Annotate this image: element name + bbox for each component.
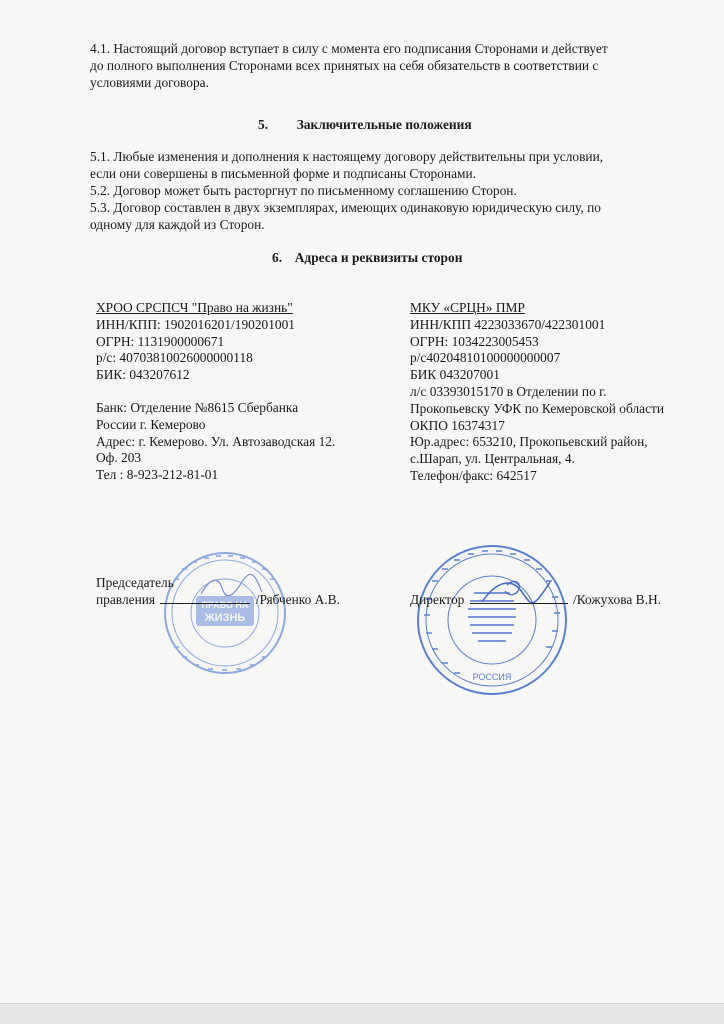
clause-4-1-line-1: 4.1. Настоящий договор вступает в силу с момента его подписания Сторонами и действует (90, 41, 608, 56)
right-signature-block (410, 591, 661, 608)
party-right-okpo: ОКПО 16374317 (410, 417, 505, 433)
clause-5-2: 5.2. Договор может быть расторгнут по письменному соглашению Сторон. (90, 183, 517, 198)
party-left-phone: Тел : 8-923-212-81-01 (96, 467, 219, 483)
party-right-phone: Телефон/факс: 642517 (410, 467, 537, 483)
clause-5-1-line-2: если они совершены в письменной форме и подписаны Сторонами. (90, 166, 477, 181)
party-left-inn: ИНН/КПП: 1902016201/190201001 (96, 316, 296, 332)
right-signer-role: Директор (410, 592, 465, 607)
right-signature-line (470, 603, 568, 604)
party-right-account: р/с40204810100000000007 (410, 350, 561, 366)
party-right-inn: ИНН/КПП 4223033670/422301001 (410, 316, 606, 332)
party-left-address-line-1: Адрес: г. Кемерово. Ул. Автозаводская 12. (96, 433, 336, 449)
right-signer-name: /Кожухова В.Н. (573, 592, 661, 607)
party-left-requisites (96, 300, 386, 484)
left-organization-seal (160, 548, 290, 678)
party-right-ogrn: ОГРН: 1034223005453 (410, 333, 539, 349)
section-5-heading (258, 117, 472, 133)
section-6-title: Адреса и реквизиты сторон (294, 250, 463, 265)
chairman-handwritten-signature (196, 572, 266, 602)
clause-5-3-line-1: 5.3. Договор составлен в двух экземплярах, имеющих одинаковую юридическую силу, по (90, 200, 601, 215)
section-5-title: Заключительные положения (296, 117, 472, 132)
svg-text:ЖИЗНЬ: ЖИЗНЬ (204, 612, 246, 624)
party-right-requisites (410, 300, 710, 485)
party-left-ogrn: ОГРН: 1131900000671 (96, 333, 225, 349)
party-left-name: ХРОО СРСПСЧ "Право на жизнь" (96, 300, 293, 315)
left-signer-role-line-2: правления (96, 592, 156, 607)
clause-4-1-line-2: до полного выполнения Сторонами всех принятых на себя обязательств в соответствии с (90, 58, 599, 73)
clause-4-1-line-3: условиями договора. (90, 75, 209, 90)
section-5-clauses (90, 148, 670, 233)
right-organization-seal (412, 540, 572, 700)
party-right-legal-line-2: с.Шарап, ул. Центральная, 4. (410, 451, 575, 467)
party-left-address-line-2: Оф. 203 (96, 450, 142, 466)
section-6-heading (272, 250, 462, 266)
right-seal-country: РОССИЯ (472, 672, 512, 682)
party-right-bik: БИК 043207001 (410, 367, 500, 383)
party-right-name: МКУ «СРЦН» ПМР (410, 300, 525, 315)
svg-text:ПРАВО НА: ПРАВО НА (201, 600, 249, 610)
party-right-ls-line-1: л/с 03393015170 в Отделении по г. (410, 383, 607, 399)
party-right-ls-line-2: Прокопьевску УФК по Кемеровской области (410, 400, 665, 416)
party-right-legal-line-1: Юр.адрес: 653210, Прокопьевский район, (410, 434, 648, 450)
left-signature-line (160, 603, 250, 604)
party-left-bik: БИК: 043207612 (96, 367, 190, 383)
clause-4-1 (90, 40, 670, 91)
clause-5-3-line-2: одному для каждой из Сторон. (90, 217, 265, 232)
party-left-bank-line-2: России г. Кемерово (96, 416, 206, 432)
section-5-number: 5. (258, 117, 269, 132)
party-left-account: р/с: 40703810026000000118 (96, 350, 253, 366)
party-left-bank-line-1: Банк: Отделение №8615 Сбербанка (96, 399, 299, 415)
section-6-number: 6. (272, 250, 283, 265)
left-signer-name: /Рябченко А.В. (255, 592, 340, 607)
scan-bottom-margin (0, 1004, 724, 1024)
left-signer-role-line-1: Председатель (96, 575, 174, 590)
clause-5-1-line-1: 5.1. Любые изменения и дополнения к настоящему договору действительны при условии, (90, 149, 604, 164)
